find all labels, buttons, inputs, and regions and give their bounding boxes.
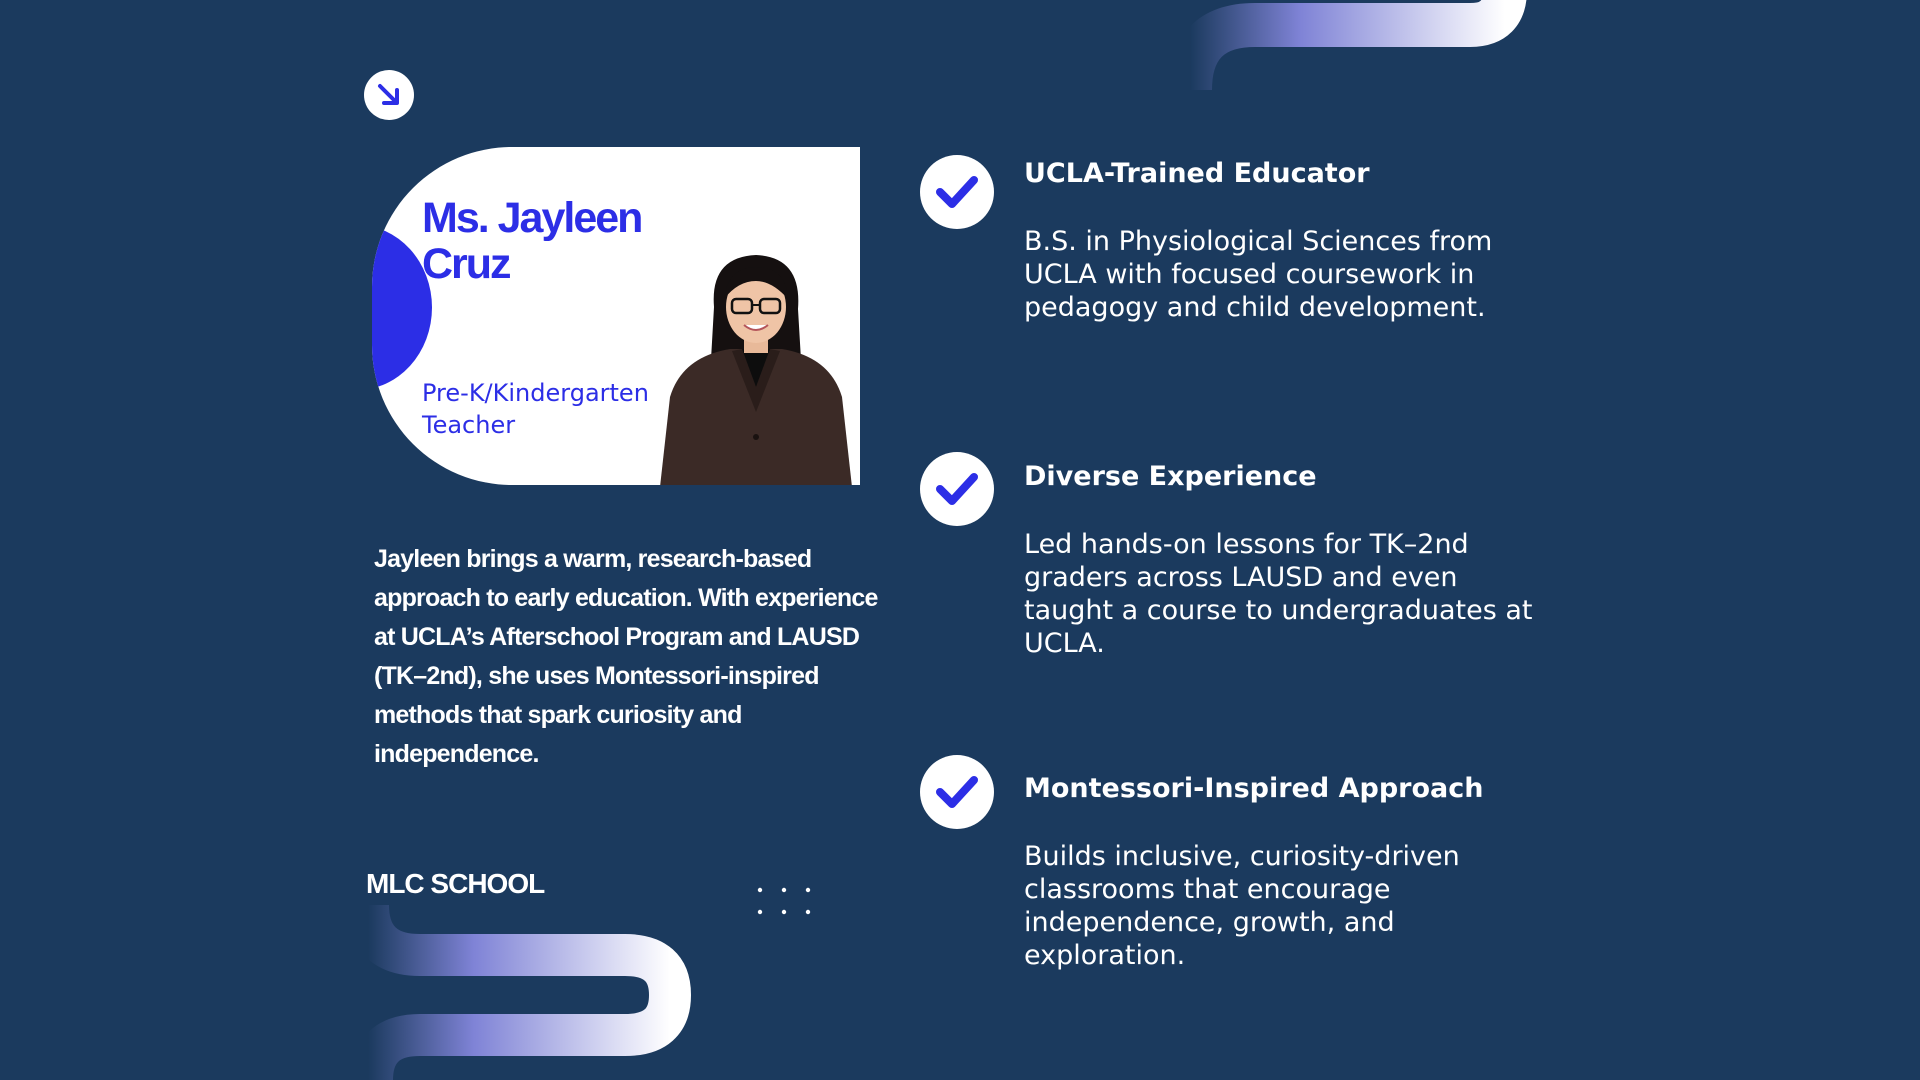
- feature-title: UCLA-Trained Educator: [1024, 158, 1370, 189]
- decorative-dots: [752, 884, 812, 920]
- feature-title: Montessori-Inspired Approach: [1024, 773, 1484, 804]
- feature-title: Diverse Experience: [1024, 461, 1317, 492]
- teacher-role: Pre-K/Kindergarten Teacher: [422, 379, 649, 439]
- school-name: MLC SCHOOL: [366, 868, 545, 899]
- feature-description: Led hands-on lessons for TK–2nd graders across LAUSD and even taught a course to undergraduates at UCLA.: [1024, 529, 1533, 659]
- feature-description: B.S. in Physiological Sciences from UCLA with focused coursework in pedagogy and child development.: [1024, 226, 1493, 323]
- profile-card: [372, 147, 860, 485]
- decorative-ribbon-top: [1180, 0, 1560, 90]
- feature-description: Builds inclusive, curiosity-driven classrooms that encourage independence, growth, and exploration.: [1024, 841, 1460, 971]
- arrow-down-right-icon: [364, 70, 414, 120]
- checkmark-icon: [920, 755, 994, 829]
- checkmark-icon: [920, 452, 994, 526]
- teacher-name: Ms. Jayleen Cruz: [422, 194, 642, 288]
- checkmark-icon: [920, 155, 994, 229]
- teacher-portrait: [652, 237, 860, 485]
- teacher-bio: Jayleen brings a warm, research-based approach to early education. With experience at UCLA’s Afterschool Program and LAUSD (TK–2nd), she uses Montessori-inspired methods that spark curiosity and independence.: [374, 545, 878, 768]
- decorative-ribbon-bottom: [360, 905, 720, 1080]
